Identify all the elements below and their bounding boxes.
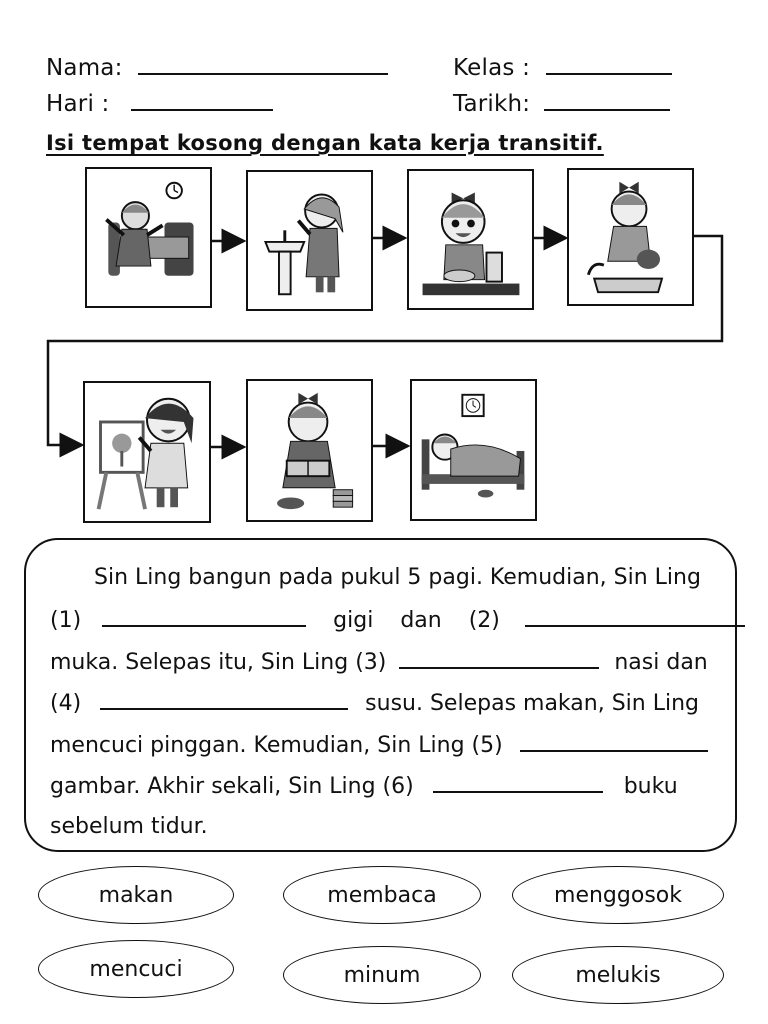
picture-brush-teeth	[246, 170, 373, 311]
story-text: mencuci pinggan. Kemudian, Sin Ling (5)	[50, 733, 503, 758]
story-line-4	[50, 688, 699, 718]
blank-5[interactable]	[520, 730, 708, 752]
brush-teeth-icon	[248, 172, 371, 309]
wash-dishes-icon	[569, 170, 692, 304]
name-label: Nama:	[46, 55, 123, 81]
word-option-membaca[interactable]: membaca	[283, 866, 481, 924]
story-text: susu. Selepas makan, Sin Ling	[365, 691, 699, 716]
date-label: Tarikh:	[453, 91, 531, 117]
story-line-5	[50, 730, 708, 760]
sleeping-icon	[412, 381, 535, 519]
story-text: nasi dan	[614, 650, 708, 675]
story-text: gambar. Akhir sekali, Sin Ling (6)	[50, 774, 414, 799]
word-option-minum[interactable]: minum	[283, 946, 481, 1004]
blank-label-4: (4)	[50, 691, 82, 716]
blank-label-1: (1)	[50, 608, 82, 633]
blank-1[interactable]	[102, 605, 306, 627]
wake-up-icon	[87, 169, 210, 306]
blank-6[interactable]	[433, 771, 603, 793]
eat-drink-icon	[409, 171, 532, 308]
story-text: dan	[400, 608, 442, 633]
picture-wash-dishes	[567, 168, 694, 306]
picture-reading	[246, 379, 373, 522]
picture-wake-up	[85, 167, 212, 308]
story-line-3	[50, 647, 708, 677]
word-option-menggosok[interactable]: menggosok	[512, 866, 724, 924]
reading-icon	[248, 381, 371, 520]
word-option-melukis[interactable]: melukis	[512, 946, 724, 1004]
picture-eat-drink	[407, 169, 534, 310]
day-label: Hari :	[46, 91, 110, 117]
picture-sleeping	[410, 379, 537, 521]
story-text: muka. Selepas itu, Sin Ling (3)	[50, 650, 387, 675]
story-line-1: Sin Ling bangun pada pukul 5 pagi. Kemudian, Sin Ling	[94, 565, 701, 590]
story-line-2	[50, 605, 745, 635]
story-line-6	[50, 771, 678, 801]
story-text: gigi	[333, 608, 374, 633]
blank-label-2: (2)	[468, 608, 500, 633]
word-option-makan[interactable]: makan	[38, 866, 234, 924]
blank-2[interactable]	[525, 605, 745, 627]
instruction-text: Isi tempat kosong dengan kata kerja transitif.	[46, 131, 604, 155]
blank-4[interactable]	[100, 688, 348, 710]
story-box	[24, 538, 737, 852]
story-text: buku	[623, 774, 678, 799]
story-line-7: sebelum tidur.	[50, 814, 208, 839]
class-label: Kelas :	[453, 55, 531, 81]
picture-painting	[83, 381, 211, 523]
word-option-mencuci[interactable]: mencuci	[38, 940, 234, 998]
painting-icon	[85, 383, 209, 521]
blank-3[interactable]	[399, 647, 599, 669]
